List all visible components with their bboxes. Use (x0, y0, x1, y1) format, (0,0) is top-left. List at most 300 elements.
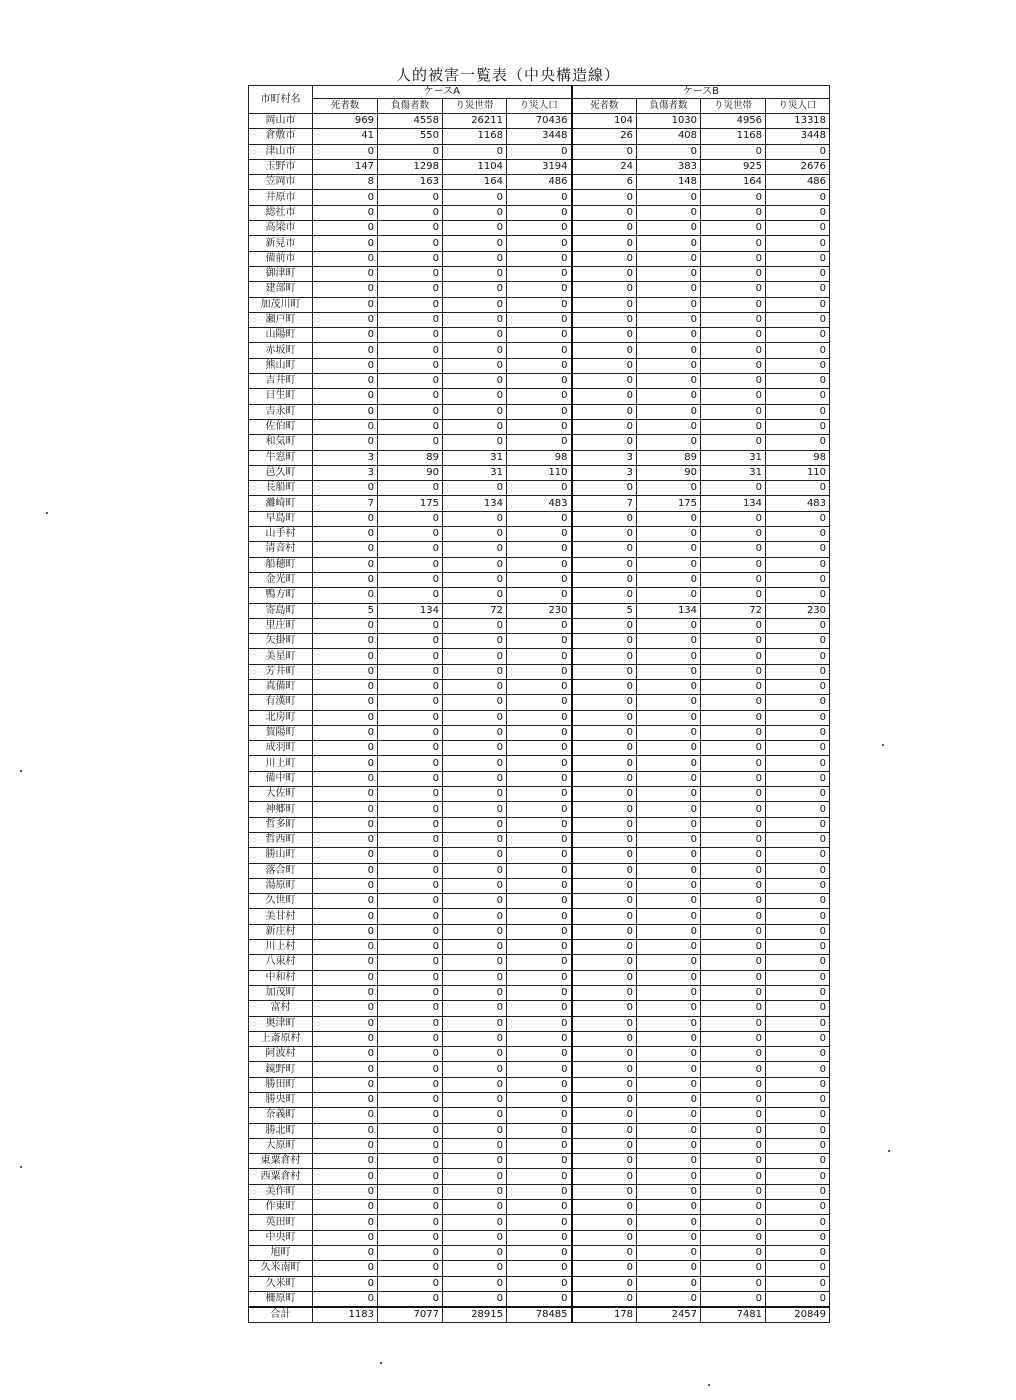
case-a-deaths-cell: 0 (313, 1276, 378, 1291)
case-b-injured-cell: 0 (637, 618, 701, 633)
case-a-deaths-cell: 0 (313, 1077, 378, 1092)
case-a-households-cell: 0 (443, 481, 507, 496)
case-a-injured-cell: 0 (378, 404, 443, 419)
case-a-households-cell: 0 (443, 756, 507, 771)
municipality-name: 作東町 (249, 1200, 313, 1215)
table-row (249, 1062, 830, 1077)
case-a-households-cell: 0 (443, 970, 507, 985)
case-a-population-cell: 0 (507, 924, 572, 939)
case-a-injured-cell: 0 (378, 266, 443, 281)
table-row (249, 1169, 830, 1184)
case-a-injured-cell: 0 (378, 863, 443, 878)
table-row (249, 1276, 830, 1291)
case-a-households-cell: 0 (443, 527, 507, 542)
case-a-population-cell: 0 (507, 634, 572, 649)
case-a-deaths-cell: 0 (313, 358, 378, 373)
case-b-households-cell: 1168 (701, 129, 766, 144)
case-a-population-cell: 78485 (507, 1307, 572, 1323)
table-row (249, 725, 830, 740)
table-row (249, 221, 830, 236)
case-a-deaths-cell: 0 (313, 374, 378, 389)
case-b-injured-cell: 0 (637, 649, 701, 664)
col-deaths-a: 死者数 (313, 99, 378, 114)
case-a-households-cell: 0 (443, 144, 507, 159)
municipality-name: 高梁市 (249, 221, 313, 236)
case-a-population-cell: 0 (507, 878, 572, 893)
table-row (249, 511, 830, 526)
municipality-name: 早島町 (249, 511, 313, 526)
case-b-population-cell: 0 (766, 940, 830, 955)
case-a-households-cell: 0 (443, 1215, 507, 1230)
case-b-population-cell: 0 (766, 878, 830, 893)
case-b-households-cell: 0 (701, 1001, 766, 1016)
table-row (249, 114, 830, 129)
case-b-deaths-cell: 0 (572, 374, 637, 389)
case-a-households-cell: 0 (443, 634, 507, 649)
case-a-population-cell: 0 (507, 1031, 572, 1046)
case-a-deaths-cell: 0 (313, 1261, 378, 1276)
case-a-injured-cell: 0 (378, 389, 443, 404)
case-b-deaths-cell: 0 (572, 557, 637, 572)
case-a-injured-cell: 0 (378, 1291, 443, 1307)
case-a-deaths-cell: 0 (313, 481, 378, 496)
case-a-injured-cell: 0 (378, 787, 443, 802)
case-b-injured-cell: 0 (637, 771, 701, 786)
case-b-injured-cell: 0 (637, 970, 701, 985)
case-b-deaths-cell: 0 (572, 572, 637, 587)
case-b-injured-cell: 0 (637, 343, 701, 358)
case-a-deaths-cell: 5 (313, 603, 378, 618)
case-b-households-cell: 0 (701, 741, 766, 756)
municipality-name: 久米町 (249, 1276, 313, 1291)
case-b-injured-cell: 0 (637, 863, 701, 878)
case-a-injured-cell: 0 (378, 679, 443, 694)
case-b-deaths-cell: 0 (572, 832, 637, 847)
table-row (249, 557, 830, 572)
case-b-population-cell: 0 (766, 1077, 830, 1092)
table-row (249, 144, 830, 159)
case-b-population-cell: 3448 (766, 129, 830, 144)
case-a-deaths-cell: 0 (313, 1291, 378, 1307)
municipality-name: 備中町 (249, 771, 313, 786)
case-b-households-cell: 0 (701, 343, 766, 358)
case-b-deaths-cell: 0 (572, 1047, 637, 1062)
case-a-injured-cell: 0 (378, 878, 443, 893)
case-b-injured-cell: 0 (637, 527, 701, 542)
case-a-deaths-cell: 0 (313, 1123, 378, 1138)
table-row (249, 343, 830, 358)
col-population-b: り災人口 (766, 99, 830, 114)
case-a-households-cell: 0 (443, 695, 507, 710)
case-b-households-cell: 0 (701, 679, 766, 694)
table-row (249, 297, 830, 312)
case-b-deaths-cell: 0 (572, 297, 637, 312)
case-b-population-cell: 0 (766, 802, 830, 817)
case-b-population-cell: 0 (766, 756, 830, 771)
case-a-population-cell: 0 (507, 756, 572, 771)
case-a-deaths-cell: 0 (313, 312, 378, 327)
case-b-injured-cell: 2457 (637, 1307, 701, 1323)
case-a-deaths-cell: 0 (313, 236, 378, 251)
case-b-population-cell: 0 (766, 664, 830, 679)
municipality-name: 牛窓町 (249, 450, 313, 465)
case-b-injured-cell: 0 (637, 481, 701, 496)
case-b-injured-cell: 0 (637, 1062, 701, 1077)
case-b-injured-cell: 0 (637, 909, 701, 924)
case-a-households-cell: 72 (443, 603, 507, 618)
case-b-population-cell: 0 (766, 725, 830, 740)
municipality-name: 加茂町 (249, 985, 313, 1000)
case-b-households-cell: 31 (701, 465, 766, 480)
table-row (249, 527, 830, 542)
case-a-deaths-cell: 41 (313, 129, 378, 144)
case-b-injured-cell: 0 (637, 221, 701, 236)
case-b-population-cell: 0 (766, 1138, 830, 1153)
case-a-population-cell: 0 (507, 572, 572, 587)
case-a-population-cell: 0 (507, 389, 572, 404)
case-a-population-cell: 0 (507, 144, 572, 159)
case-b-households-cell: 0 (701, 1138, 766, 1153)
case-a-injured-cell: 0 (378, 1138, 443, 1153)
case-b-deaths-cell: 0 (572, 878, 637, 893)
case-b-population-cell: 0 (766, 1184, 830, 1199)
table-row (249, 679, 830, 694)
total-row (249, 1307, 830, 1323)
case-a-households-cell: 0 (443, 1184, 507, 1199)
case-b-injured-cell: 0 (637, 1154, 701, 1169)
case-a-injured-cell: 0 (378, 1047, 443, 1062)
case-b-households-cell: 0 (701, 1291, 766, 1307)
case-a-injured-cell: 550 (378, 129, 443, 144)
case-b-households-cell: 72 (701, 603, 766, 618)
case-b-injured-cell: 0 (637, 1276, 701, 1291)
table-row (249, 1123, 830, 1138)
case-b-households-cell: 0 (701, 221, 766, 236)
case-b-deaths-cell: 0 (572, 328, 637, 343)
case-b-deaths-cell: 0 (572, 1001, 637, 1016)
municipality-name: 総社市 (249, 205, 313, 220)
case-b-injured-cell: 0 (637, 1123, 701, 1138)
municipality-name: 山手村 (249, 527, 313, 542)
case-b-households-cell: 164 (701, 175, 766, 190)
case-b-deaths-cell: 0 (572, 221, 637, 236)
case-a-injured-cell: 0 (378, 1169, 443, 1184)
case-b-population-cell: 0 (766, 649, 830, 664)
case-b-population-cell: 0 (766, 1261, 830, 1276)
scan-speck (708, 1384, 710, 1386)
municipality-name: 阿波村 (249, 1047, 313, 1062)
case-b-injured-cell: 0 (637, 205, 701, 220)
case-a-households-cell: 0 (443, 389, 507, 404)
case-a-households-cell: 0 (443, 817, 507, 832)
case-b-households-cell: 0 (701, 817, 766, 832)
municipality-name: 賀陽町 (249, 725, 313, 740)
case-a-injured-cell: 0 (378, 695, 443, 710)
case-a-population-cell: 0 (507, 1062, 572, 1077)
table-row (249, 1261, 830, 1276)
case-a-deaths-cell: 0 (313, 787, 378, 802)
case-a-households-cell: 0 (443, 1001, 507, 1016)
case-b-deaths-cell: 0 (572, 1184, 637, 1199)
case-b-population-cell: 0 (766, 266, 830, 281)
case-b-population-cell: 0 (766, 848, 830, 863)
case-b-injured-cell: 0 (637, 190, 701, 205)
case-a-population-cell: 0 (507, 1245, 572, 1260)
municipality-name: 勝北町 (249, 1123, 313, 1138)
case-b-households-cell: 0 (701, 1245, 766, 1260)
case-b-population-cell: 0 (766, 1291, 830, 1307)
case-a-population-cell: 0 (507, 771, 572, 786)
case-b-injured-cell: 0 (637, 358, 701, 373)
case-b-households-cell: 4956 (701, 114, 766, 129)
case-b-deaths-cell: 0 (572, 1062, 637, 1077)
table-body (249, 114, 830, 1323)
case-b-deaths-cell: 24 (572, 159, 637, 174)
case-b-population-cell: 0 (766, 1169, 830, 1184)
case-a-households-cell: 0 (443, 588, 507, 603)
table-row (249, 756, 830, 771)
table-row (249, 205, 830, 220)
case-b-households-cell: 7481 (701, 1307, 766, 1323)
case-b-households-cell: 0 (701, 1169, 766, 1184)
table-row (249, 909, 830, 924)
table-row (249, 1154, 830, 1169)
case-a-deaths-cell: 0 (313, 1245, 378, 1260)
case-a-households-cell: 0 (443, 679, 507, 694)
case-a-deaths-cell: 0 (313, 1200, 378, 1215)
table-row (249, 1031, 830, 1046)
case-b-households-cell: 0 (701, 312, 766, 327)
case-a-injured-cell: 89 (378, 450, 443, 465)
case-b-deaths-cell: 0 (572, 1245, 637, 1260)
case-b-injured-cell: 0 (637, 1230, 701, 1245)
case-b-injured-cell: 0 (637, 710, 701, 725)
page-title: 人的被害一覧表（中央構造線） (395, 66, 620, 84)
municipality-name: 長船町 (249, 481, 313, 496)
municipality-name: 吉永町 (249, 404, 313, 419)
case-b-injured-cell: 0 (637, 1031, 701, 1046)
case-b-population-cell: 0 (766, 511, 830, 526)
case-b-deaths-cell: 0 (572, 649, 637, 664)
municipality-name: 佐伯町 (249, 419, 313, 434)
case-a-injured-cell: 0 (378, 542, 443, 557)
case-b-injured-cell: 175 (637, 496, 701, 511)
case-b-injured-cell: 0 (637, 695, 701, 710)
case-a-injured-cell: 0 (378, 588, 443, 603)
case-b-population-cell: 0 (766, 1031, 830, 1046)
case-a-deaths-cell: 8 (313, 175, 378, 190)
case-b-injured-cell: 0 (637, 878, 701, 893)
case-a-households-cell: 0 (443, 1047, 507, 1062)
table-row (249, 878, 830, 893)
municipality-name: 上斎原村 (249, 1031, 313, 1046)
case-b-deaths-cell: 178 (572, 1307, 637, 1323)
table-row (249, 1047, 830, 1062)
case-b-deaths-cell: 0 (572, 1200, 637, 1215)
case-b-population-cell: 98 (766, 450, 830, 465)
table-row (249, 1138, 830, 1153)
case-a-deaths-cell: 0 (313, 1138, 378, 1153)
case-b-population-cell: 20849 (766, 1307, 830, 1323)
case-b-deaths-cell: 0 (572, 542, 637, 557)
case-b-population-cell: 0 (766, 527, 830, 542)
case-a-deaths-cell: 0 (313, 527, 378, 542)
case-b-households-cell: 0 (701, 557, 766, 572)
table-row (249, 542, 830, 557)
case-a-households-cell: 0 (443, 1031, 507, 1046)
case-a-households-cell: 28915 (443, 1307, 507, 1323)
case-a-population-cell: 0 (507, 1093, 572, 1108)
case-b-households-cell: 0 (701, 985, 766, 1000)
case-b-households-cell: 0 (701, 1108, 766, 1123)
case-b-population-cell: 0 (766, 236, 830, 251)
case-a-population-cell: 0 (507, 1276, 572, 1291)
case-a-population-cell: 110 (507, 465, 572, 480)
case-a-injured-cell: 90 (378, 465, 443, 480)
case-a-population-cell: 0 (507, 894, 572, 909)
case-b-population-cell: 0 (766, 1093, 830, 1108)
case-b-households-cell: 0 (701, 358, 766, 373)
case-a-deaths-cell: 0 (313, 1062, 378, 1077)
case-b-deaths-cell: 0 (572, 481, 637, 496)
case-b-injured-cell: 0 (637, 1001, 701, 1016)
case-a-injured-cell: 0 (378, 358, 443, 373)
municipality-name: 鏡野町 (249, 1062, 313, 1077)
case-b-deaths-cell: 0 (572, 955, 637, 970)
table-row (249, 1077, 830, 1092)
municipality-name: 里庄町 (249, 618, 313, 633)
case-b-injured-cell: 0 (637, 282, 701, 297)
case-a-injured-cell: 0 (378, 511, 443, 526)
municipality-name: 久世町 (249, 894, 313, 909)
table-row (249, 863, 830, 878)
case-b-injured-cell: 0 (637, 802, 701, 817)
municipality-name: 津山市 (249, 144, 313, 159)
case-b-deaths-cell: 0 (572, 1138, 637, 1153)
case-b-population-cell: 0 (766, 695, 830, 710)
case-b-households-cell: 0 (701, 878, 766, 893)
case-a-population-cell: 0 (507, 542, 572, 557)
municipality-name: 金光町 (249, 572, 313, 587)
case-b-population-cell: 230 (766, 603, 830, 618)
case-a-population-cell: 0 (507, 312, 572, 327)
case-b-population-cell: 0 (766, 251, 830, 266)
case-a-deaths-cell: 0 (313, 144, 378, 159)
scan-speck (380, 1362, 382, 1364)
case-b-deaths-cell: 0 (572, 771, 637, 786)
case-b-deaths-cell: 0 (572, 695, 637, 710)
municipality-name: 中央町 (249, 1230, 313, 1245)
table-row (249, 618, 830, 633)
case-a-deaths-cell: 3 (313, 450, 378, 465)
case-b-population-cell: 0 (766, 741, 830, 756)
case-a-households-cell: 0 (443, 297, 507, 312)
case-a-population-cell: 3194 (507, 159, 572, 174)
case-a-households-cell: 0 (443, 542, 507, 557)
municipality-name: 奈義町 (249, 1108, 313, 1123)
municipality-name: 鴨方町 (249, 588, 313, 603)
case-b-deaths-cell: 26 (572, 129, 637, 144)
case-b-households-cell: 0 (701, 481, 766, 496)
case-a-deaths-cell: 0 (313, 1108, 378, 1123)
municipality-name: 成羽町 (249, 741, 313, 756)
municipality-name: 新見市 (249, 236, 313, 251)
case-b-population-cell: 0 (766, 1047, 830, 1062)
case-a-households-cell: 0 (443, 1123, 507, 1138)
case-b-population-cell: 0 (766, 419, 830, 434)
case-b-deaths-cell: 0 (572, 1031, 637, 1046)
case-a-deaths-cell: 0 (313, 756, 378, 771)
case-b-households-cell: 0 (701, 940, 766, 955)
case-a-deaths-cell: 0 (313, 1016, 378, 1031)
case-a-deaths-cell: 0 (313, 634, 378, 649)
case-a-injured-cell: 0 (378, 634, 443, 649)
case-a-injured-cell: 0 (378, 1215, 443, 1230)
scan-speck (20, 1166, 22, 1168)
case-b-deaths-cell: 0 (572, 404, 637, 419)
table-row (249, 787, 830, 802)
case-a-injured-cell: 0 (378, 924, 443, 939)
case-b-deaths-cell: 0 (572, 787, 637, 802)
case-a-population-cell: 70436 (507, 114, 572, 129)
case-b-deaths-cell: 0 (572, 389, 637, 404)
table-row (249, 572, 830, 587)
case-b-injured-cell: 0 (637, 588, 701, 603)
table-row (249, 450, 830, 465)
case-b-population-cell: 0 (766, 710, 830, 725)
case-b-households-cell: 0 (701, 725, 766, 740)
case-b-households-cell: 0 (701, 664, 766, 679)
scan-speck (20, 770, 22, 772)
case-a-deaths-cell: 0 (313, 741, 378, 756)
case-b-injured-cell: 0 (637, 374, 701, 389)
case-a-deaths-cell: 0 (313, 389, 378, 404)
table-row (249, 924, 830, 939)
case-b-households-cell: 0 (701, 955, 766, 970)
case-b-households-cell: 0 (701, 970, 766, 985)
case-b-injured-cell: 0 (637, 312, 701, 327)
table-row (249, 894, 830, 909)
table-row (249, 817, 830, 832)
col-households-b: り災世帯 (701, 99, 766, 114)
case-b-injured-cell: 0 (637, 894, 701, 909)
case-b-injured-cell: 0 (637, 1261, 701, 1276)
case-b-households-cell: 0 (701, 1200, 766, 1215)
case-a-households-cell: 0 (443, 236, 507, 251)
case-a-deaths-cell: 7 (313, 496, 378, 511)
case-a-households-cell: 0 (443, 511, 507, 526)
case-a-deaths-cell: 0 (313, 435, 378, 450)
case-b-deaths-cell: 0 (572, 1215, 637, 1230)
case-b-population-cell: 0 (766, 481, 830, 496)
case-a-deaths-cell: 0 (313, 419, 378, 434)
case-a-deaths-cell: 0 (313, 1184, 378, 1199)
case-a-injured-cell: 0 (378, 618, 443, 633)
case-b-deaths-cell: 0 (572, 527, 637, 542)
case-a-injured-cell: 0 (378, 1154, 443, 1169)
case-b-injured-cell: 0 (637, 725, 701, 740)
scan-speck (46, 512, 48, 514)
case-a-deaths-cell: 0 (313, 679, 378, 694)
municipality-name: 山陽町 (249, 328, 313, 343)
case-a-deaths-cell: 0 (313, 894, 378, 909)
case-b-households-cell: 0 (701, 205, 766, 220)
case-b-population-cell: 0 (766, 863, 830, 878)
case-b-households-cell: 0 (701, 848, 766, 863)
case-b-households-cell: 0 (701, 419, 766, 434)
case-a-injured-cell: 0 (378, 710, 443, 725)
case-a-deaths-cell: 0 (313, 221, 378, 236)
